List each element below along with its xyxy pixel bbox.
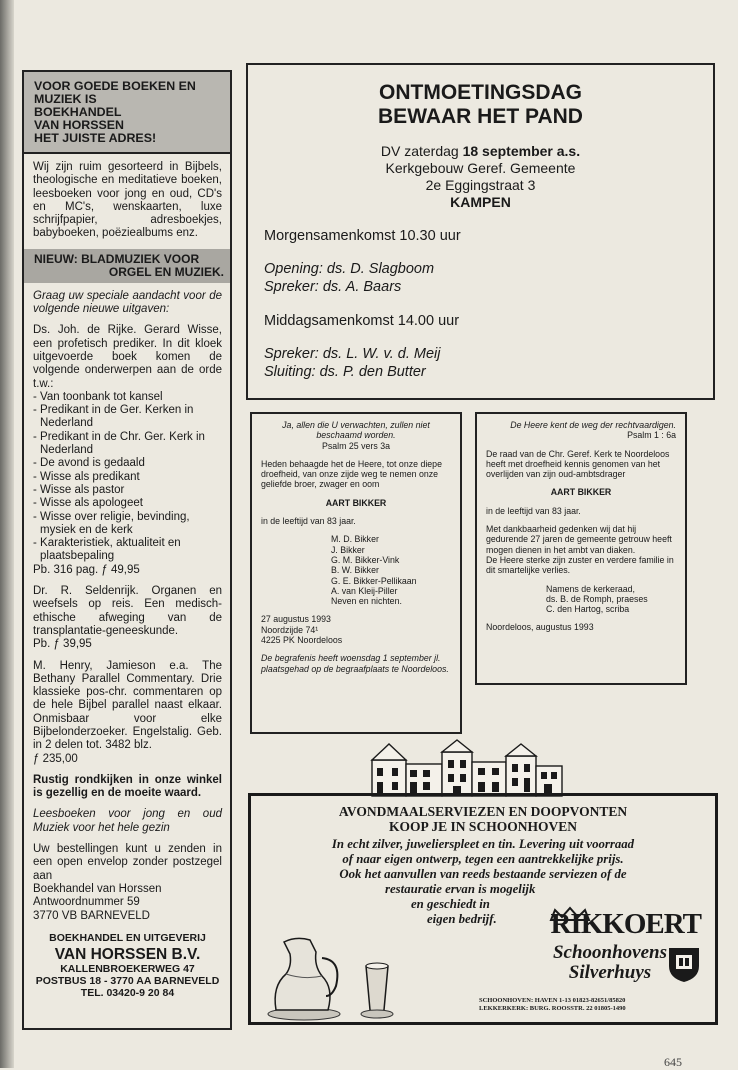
publisher-street: KALLENBROEKERWEG 47 bbox=[60, 963, 195, 976]
address-lekkerkerk: LEKKERKERK: BURG. ROOSSTR. 22 01805-1490 bbox=[479, 1005, 626, 1012]
notice-date: 27 augustus 1993 bbox=[261, 614, 331, 625]
family-member: G. M. Bikker-Vink bbox=[331, 554, 400, 565]
book1-desc: Ds. Joh. de Rijke. Gerard Wisse, een profetisch prediker. In dit kloek uitgevoerde boek komen de volgende onderwerpen aan de orde t.w.: bbox=[33, 324, 222, 390]
comfort-text: De Heere sterke zijn zuster en verdere familie in dit smartelijke verlies. bbox=[486, 554, 674, 576]
notice-quote bbox=[486, 420, 676, 441]
ad-body-3: Ook het aanvullen van reeds bestaande serviezen of de bbox=[339, 867, 627, 881]
banner-line-1: NIEUW: BLADMUZIEK VOOR bbox=[34, 251, 200, 266]
place-date: Noordeloos, augustus 1993 bbox=[486, 622, 594, 633]
tagline-line-2: Silverhuys bbox=[568, 962, 652, 983]
deceased-name: AART BIKKER bbox=[550, 487, 612, 498]
family-member: J. Bikker bbox=[331, 544, 365, 555]
bookshop-header: VOOR GOEDE BOEKEN EN MUZIEK IS BOEKHANDEL VAN HORSSEN HET JUISTE ADRES! bbox=[24, 72, 230, 154]
silver-jug-illustration bbox=[262, 930, 412, 1022]
family-member: G. E. Bikker-Pellikaan bbox=[331, 575, 417, 586]
notice-address bbox=[261, 614, 451, 645]
address-line-2: 4225 PK Noordeloos bbox=[261, 635, 343, 646]
orders-text: Uw bestellingen kunt u zenden in een open envelop zonder postzegel aan bbox=[33, 843, 222, 882]
ad-body-2: of naar eigen ontwerp, tegen een aantrekkelijke prijs. bbox=[342, 852, 624, 866]
afternoon-session: Middagsamenkomst 14.00 uur bbox=[264, 313, 460, 329]
ad-headline bbox=[261, 804, 705, 834]
death-notice-church bbox=[475, 412, 687, 685]
book2-price: Pb. ƒ 39,95 bbox=[33, 638, 92, 651]
thanks-text: Met dankbaarheid gedenken wij dat hij gedurende 27 jaren de gemeente getrouw heeft mogen dienen in het ambt van diaken. bbox=[486, 524, 672, 555]
publisher-label: BOEKHANDEL EN UITGEVERIJ bbox=[49, 931, 206, 944]
morning-speaker: Spreker: ds. A. Baars bbox=[264, 279, 402, 295]
attention-text: Graag uw speciale aandacht voor de volgende nieuwe uitgaven: bbox=[33, 289, 222, 316]
new-sheet-music-banner bbox=[24, 249, 230, 283]
list-item: - Predikant in de Ger. Kerken in Nederland bbox=[33, 404, 194, 430]
family-member: M. D. Bikker bbox=[331, 534, 379, 545]
address-schoonhoven: SCHOONHOVEN: HAVEN 1-13 01823-82651/85820 bbox=[479, 997, 626, 1004]
signature-line: Namens de kerkeraad, bbox=[546, 583, 635, 594]
address-line-1: Noordzijde 74¹ bbox=[261, 624, 319, 635]
publisher-phone: TEL. 03420-9 20 84 bbox=[80, 987, 175, 1000]
brand-logo: RIKKOERT bbox=[550, 908, 701, 940]
tagline-line-1: Schoonhovens bbox=[552, 942, 667, 963]
crest-icon bbox=[667, 946, 701, 984]
page-number: 645 bbox=[664, 1055, 682, 1069]
list-item: - Wisse als apologeet bbox=[33, 497, 143, 510]
ad-addresses bbox=[479, 997, 626, 1013]
binding-shadow bbox=[0, 0, 14, 1068]
meeting-city: KAMPEN bbox=[450, 194, 511, 210]
book1-topics bbox=[33, 391, 222, 564]
ad-body-1: In echt zilver, juwelierspleet en tin. Levering uit voorraad bbox=[331, 837, 635, 851]
deceased-age: in de leeftijd van 83 jaar. bbox=[486, 505, 581, 516]
family-member: Neven en nichten. bbox=[331, 596, 402, 607]
ad-body-4: restauratie ervan is mogelijk bbox=[385, 882, 536, 896]
family-member: A. van Kleij-Piller bbox=[331, 585, 398, 596]
meeting-place-1: Kerkgebouw Geref. Gemeente bbox=[385, 160, 576, 176]
notice-text: De raad van de Chr. Geref. Kerk te Noordeloos heeft met droefheid kennis genomen van het overlijden van zijn oud-ambtsdrager bbox=[486, 448, 670, 480]
quote-ref: Psalm 1 : 6a bbox=[627, 430, 676, 441]
ad-body-6: eigen bedrijf. bbox=[427, 912, 497, 926]
list-item: - De avond is gedaald bbox=[33, 457, 145, 470]
quote-ref: Psalm 25 vers 3a bbox=[322, 440, 390, 451]
publisher-name: VAN HORSSEN B.V. bbox=[54, 945, 201, 963]
quote-text: Ja, allen die U verwachten, zullen niet beschaamd worden. bbox=[282, 420, 430, 441]
banner-line-2: ORGEL EN MUZIEK. bbox=[108, 264, 224, 279]
list-item: - Wisse als pastor bbox=[33, 483, 125, 496]
family-member: B. W. Bikker bbox=[331, 565, 379, 576]
address-line: Boekhandel van Horssen bbox=[33, 882, 162, 895]
address-line: 3770 VB BARNEVELD bbox=[33, 909, 150, 922]
family-list bbox=[261, 534, 451, 606]
brand-tagline bbox=[553, 943, 667, 983]
ad-body-5: en geschiedt in bbox=[411, 897, 490, 911]
meeting-date bbox=[264, 143, 697, 160]
signature-block bbox=[486, 584, 676, 615]
deceased-age: in de leeftijd van 83 jaar. bbox=[261, 516, 356, 527]
closing-speaker: Sluiting: ds. P. den Butter bbox=[264, 364, 426, 380]
bookshop-ad bbox=[22, 70, 232, 1030]
title-line-1: ONTMOETINGSDAG bbox=[379, 81, 582, 104]
meeting-title bbox=[264, 81, 697, 129]
burial-note: De begrafenis heeft woensdag 1 september jl. plaatsgehad op de begraafplaats te Noordeloos. bbox=[261, 653, 449, 674]
books-music-text: Leesboeken voor jong en oud Muziek voor het hele gezin bbox=[33, 808, 222, 834]
list-item: - Wisse als predikant bbox=[33, 470, 140, 483]
signature-line: C. den Hartog, scriba bbox=[546, 604, 630, 615]
houses-illustration bbox=[368, 738, 568, 798]
meeting-announcement bbox=[246, 63, 715, 400]
reply-address bbox=[33, 883, 222, 923]
list-item: - Karakteristiek, aktualiteit en plaatsbepaling bbox=[33, 537, 181, 563]
afternoon-speaker: Spreker: ds. L. W. v. d. Meij bbox=[264, 346, 441, 362]
list-item: - Predikant in de Chr. Ger. Kerk in Nederland bbox=[33, 430, 205, 457]
title-line-2: BEWAAR HET PAND bbox=[378, 105, 583, 128]
death-notice-family bbox=[250, 412, 462, 734]
address-line: Antwoordnummer 59 bbox=[33, 896, 140, 909]
crown-icon bbox=[549, 906, 591, 924]
opening-speaker: Opening: ds. D. Slagboom bbox=[264, 261, 435, 277]
list-item: - Wisse over religie, bevinding, mysiek en de kerk bbox=[33, 510, 190, 536]
book3-price: ƒ 235,00 bbox=[33, 752, 78, 765]
date-bold: 18 september a.s. bbox=[462, 143, 581, 159]
morning-session: Morgensamenkomst 10.30 uur bbox=[264, 228, 461, 244]
book3-desc: M. Henry, Jamieson e.a. The Bethany Parallel Commentary. Drie klassieke pos-chr. commentaren op de hele Bijbel parallel naast elkaar. Onmisbaar voor elke Bijbelonderzoeker. Engelstalig. Geb. in 2 delen tot. 3482 blz. bbox=[33, 659, 222, 752]
book1-price: Pb. 316 pag. ƒ 49,95 bbox=[33, 563, 140, 576]
book2-desc: Dr. R. Seldenrijk. Organen en weefsels op reis. Een medisch-ethische afweging van de transplantatie-geneeskunde. bbox=[33, 585, 222, 637]
headline-line-2: KOOP JE IN SCHOONHOVEN bbox=[389, 819, 577, 834]
signature-line: ds. B. de Romph, praeses bbox=[546, 593, 648, 604]
notice-quote bbox=[261, 420, 451, 451]
notice-text: Heden behaagde het de Heere, tot onze diepe droefheid, van onze zijde weg te nemen onze geliefde broer, zwager en oom bbox=[261, 458, 442, 490]
browse-text: Rustig rondkijken in onze winkel is gezellig en de moeite waard. bbox=[33, 773, 222, 800]
publisher-postbox: POSTBUS 18 - 3770 AA BARNEVELD bbox=[35, 975, 220, 988]
meeting-place-2: 2e Eggingstraat 3 bbox=[425, 177, 536, 193]
deceased-name: AART BIKKER bbox=[325, 497, 387, 508]
bookshop-intro: Wij zijn ruim gesorteerd in Bijbels, theologische en meditatieve boeken, leesboeken voor jong en oud, CD's en MC's, wenskaarten, luxe schrijfpapier, adresboekjes, babyboeken, poëziealbums enz. bbox=[33, 161, 222, 240]
quote-text: De Heere kent de weg der rechtvaardigen. bbox=[510, 420, 676, 430]
date-prefix: DV zaterdag bbox=[380, 143, 463, 159]
headline-line-1: AVONDMAALSERVIEZEN EN DOOPVONTEN bbox=[338, 804, 628, 819]
list-item: - Van toonbank tot kansel bbox=[33, 390, 163, 403]
